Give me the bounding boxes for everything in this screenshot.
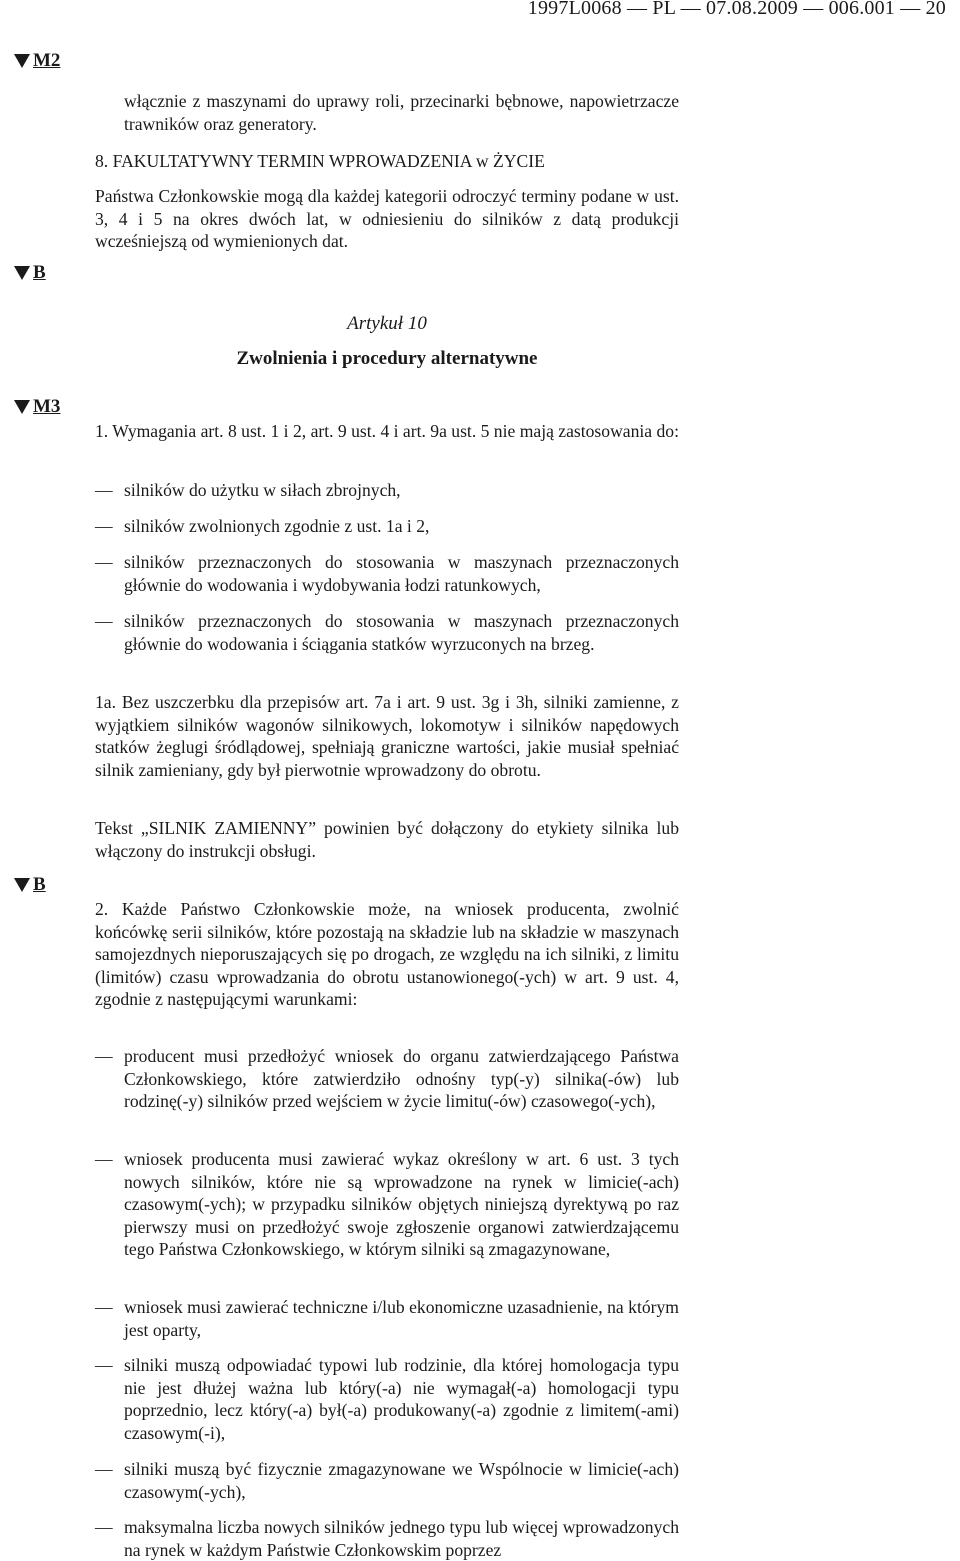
running-header: 1997L0068 — PL — 07.08.2009 — 006.001 — 20 xyxy=(527,0,946,19)
triangle-down-icon xyxy=(14,266,30,280)
paragraph-1a: 1a. Bez uszczerbku dla przepisów art. 7a i art. 9 ust. 3g i 3h, silniki zamienne, z wyjątkiem silników wagonów silnikowych, lokomotyw i silników napędowych statków żeglugi śródlądowej, spełniają graniczne wartości, jakie musiał spełniać silnik zamieniany, gdy był pierwotnie wprowadzony do obrotu. xyxy=(95,692,679,780)
triangle-down-icon xyxy=(14,54,30,68)
list-item: — wniosek producenta musi zawierać wykaz określony w art. 6 ust. 3 tych nowych silników, które nie są wprowadzone na rynek w limicie(-ach) czasowym(-ych); w przypadku silników objętych niniejszą dyrektywą po raz pierwszy musi on przedłożyć swoje zgłoszenie organowi zatwierdzającemu tego Państwa Członkowskiego, w którym silniki są zmagazynowane, xyxy=(95,1149,679,1260)
list-item: — silniki muszą być fizycznie zmagazynowane we Wspólnocie w limicie(-ach) czasowym(-ych), xyxy=(95,1459,679,1502)
triangle-down-icon xyxy=(14,400,30,414)
amendment-marker-b: B xyxy=(14,874,46,896)
list-item: — silników przeznaczonych do stosowania w maszynach przeznaczonych głównie do wodowania i wydobywania łodzi ratunkowych, xyxy=(95,552,679,595)
list-item: — producent musi przedłożyć wniosek do organu zatwierdzającego Państwa Członkowskiego, które zatwierdziło odnośny typ(-y) silnika(-ów) lub rodzinę(-y) silników przed wejściem w życie limitu(-ów) czasowego(-ych), xyxy=(95,1046,679,1112)
list-item: — silników przeznaczonych do stosowania w maszynach przeznaczonych głównie do wodowania i ściągania statków wyrzuconych na brzeg. xyxy=(95,611,679,654)
section-8-heading: 8. FAKULTATYWNY TERMIN WPROWADZENIA w ŻYCIE xyxy=(95,151,545,171)
paragraph-1: 1. Wymagania art. 8 ust. 1 i 2, art. 9 ust. 4 i art. 9a ust. 5 nie mają zastosowania do: xyxy=(95,421,679,441)
list-item: — silników zwolnionych zgodnie z ust. 1a i 2, xyxy=(95,516,430,536)
triangle-down-icon xyxy=(14,878,30,892)
article-title: Zwolnienia i procedury alternatywne xyxy=(236,348,538,369)
paragraph-2: 2. Każde Państwo Członkowskie może, na wniosek producenta, zwolnić końcówkę serii silników, które pozostają na składzie lub na składzie w maszynach samojezdnych nieporuszających się po drogach, ze względu na ich silniki, z limitu (limitów) czasu wprowadzania do obrotu ustanowionego(-ych) w art. 9 ust. 4, zgodnie z następującymi warunkami: xyxy=(95,899,679,1010)
amendment-marker-m2: M2 xyxy=(14,50,60,72)
paragraph-1a-note: Tekst „SILNIK ZAMIENNY” powinien być dołączony do etykiety silnika lub włączony do instrukcji obsługi. xyxy=(95,818,679,861)
section-8-text: Państwa Członkowskie mogą dla każdej kategorii odroczyć terminy podane w ust. 3, 4 i 5 na okres dwóch lat, w odniesieniu do silników z datą produkcji wcześniejszą od wymienionych dat. xyxy=(95,186,679,252)
list-item: — silniki muszą odpowiadać typowi lub rodzinie, dla której homologacja typu nie jest dłużej ważna lub który(-a) nie wymagał(-a) homologacji typu poprzednio, lecz który(-a) był(-a) produkowany(-a) zgodnie z limitem(-ami) czasowym(-i), xyxy=(95,1355,679,1443)
amendment-marker-b: B xyxy=(14,262,46,284)
list-item: — maksymalna liczba nowych silników jednego typu lub więcej wprowadzonych na rynek w każdym Państwie Członkowskim poprzez xyxy=(95,1517,679,1560)
article-number: Artykuł 10 xyxy=(347,313,427,334)
list-item: — silników do użytku w siłach zbrojnych, xyxy=(95,480,401,500)
amendment-marker-m3: M3 xyxy=(14,396,60,418)
paragraph-machines: włącznie z maszynami do uprawy roli, przecinarki bębnowe, napowietrzacze trawników oraz generatory. xyxy=(124,91,679,134)
list-item: — wniosek musi zawierać techniczne i/lub ekonomiczne uzasadnienie, na którym jest oparty, xyxy=(95,1297,679,1340)
